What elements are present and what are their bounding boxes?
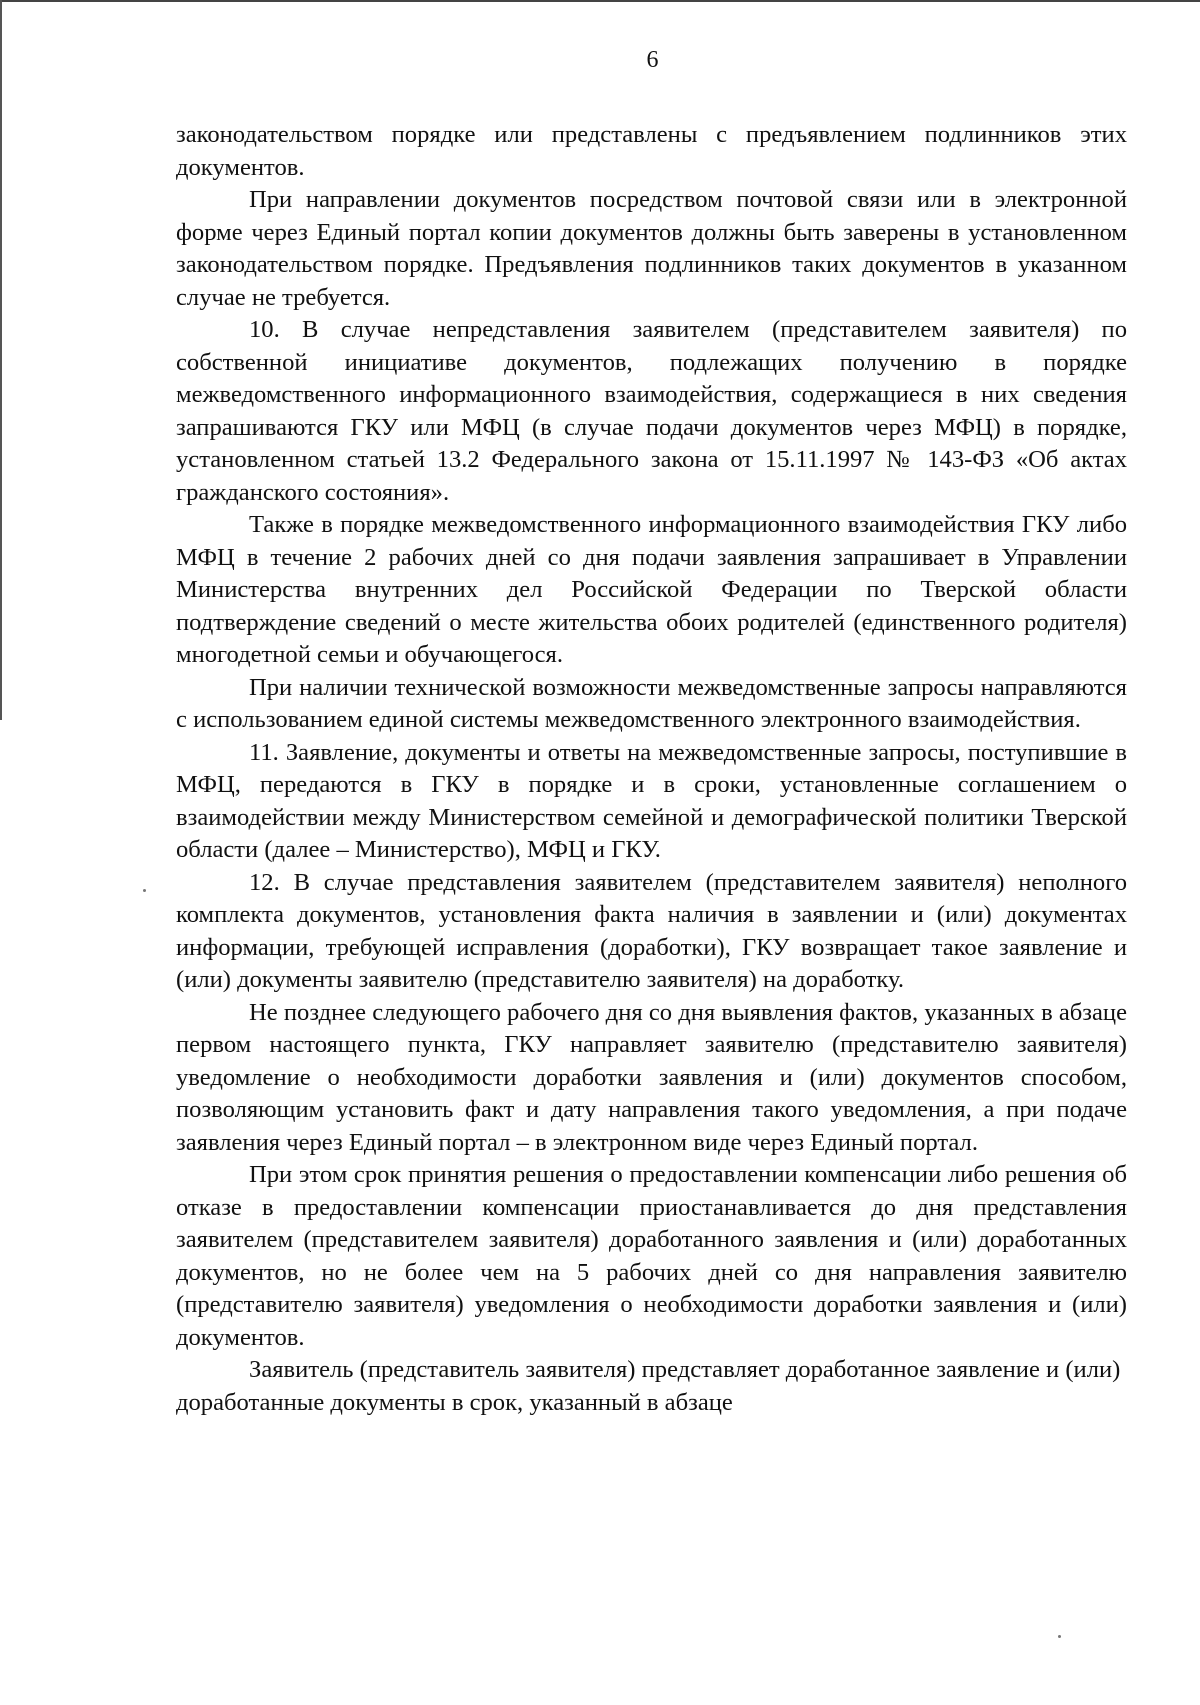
paragraph-postal-submission: При направлении документов посредством почтовой связи или в электронной форме через Единый портал копии документов должны быть заверены в установленном законодательством порядке. Предъявления подлинников таких документов в указанном случае не требуется. [176, 186, 1127, 311]
scan-top-border [0, 0, 1200, 2]
scan-left-edge [0, 0, 2, 720]
paragraph-interagency-request: Также в порядке межведомственного информационного взаимодействия ГКУ либо МФЦ в течение 2 рабочих дней со дня подачи заявления запрашивает в Управлении Министерства внутренних дел Российской Федерации по Тверской области подтверждение сведений о месте жительства обоих родителей (единственного родителя) многодетной семьи и обучающегося. [176, 511, 1127, 668]
document-body [176, 119, 1127, 1419]
paragraph-resubmission: Заявитель (представитель заявителя) представляет доработанное заявление и (или) доработанные документы в срок, указанный в абзаце [176, 1356, 1121, 1416]
paragraph-technical-possibility: При наличии технической возможности межведомственные запросы направляются с использованием единой системы межведомственного электронного взаимодействия. [176, 673, 1127, 733]
paragraph-suspension: При этом срок принятия решения о предоставлении компенсации либо решения об отказе в предоставлении компенсации приостанавливается до дня представления заявителем (представителем заявителя) доработанного заявления и (или) доработанных документов, но не более чем на 5 рабочих дней со дня направления заявителю (представителю заявителя) уведомления о необходимости доработки заявления и (или) документов. [176, 1161, 1127, 1351]
scan-speck [143, 889, 146, 892]
paragraph-item-12: 12. В случае представления заявителем (представителем заявителя) неполного комплекта документов, установления факта наличия в заявлении и (или) документах информации, требующей исправления (доработки), ГКУ возвращает такое заявление и (или) документы заявителю (представителю заявителя) на доработку. [176, 868, 1127, 993]
paragraph-item-10: 10. В случае непредставления заявителем (представителем заявителя) по собственной инициативе документов, подлежащих получению в порядке межведомственного информационного взаимодействия, содержащиеся в них сведения запрашиваются ГКУ или МФЦ (в случае подачи документов через МФЦ) в порядке, установленном статьей 13.2 Федерального закона от 15.11.1997 № 143-ФЗ «Об актах гражданского состояния». [176, 316, 1127, 506]
scan-speck [1058, 1635, 1061, 1638]
paragraph-item-11: 11. Заявление, документы и ответы на межведомственные запросы, поступившие в МФЦ, передаются в ГКУ в порядке и в сроки, установленные соглашением о взаимодействии между Министерством семейной и демографической политики Тверской области (далее – Министерство), МФЦ и ГКУ. [176, 738, 1127, 863]
paragraph-notification: Не позднее следующего рабочего дня со дня выявления фактов, указанных в абзаце первом настоящего пункта, ГКУ направляет заявителю (представителю заявителя) уведомление о необходимости доработки заявления и (или) документов способом, позволяющим установить факт и дату направления такого уведомления, а при подаче заявления через Единый портал – в электронном виде через Единый портал. [176, 998, 1127, 1156]
paragraph-continuation: законодательством порядке или представлены с предъявлением подлинников этих документов. [176, 121, 1127, 181]
page-number: 6 [646, 47, 659, 73]
